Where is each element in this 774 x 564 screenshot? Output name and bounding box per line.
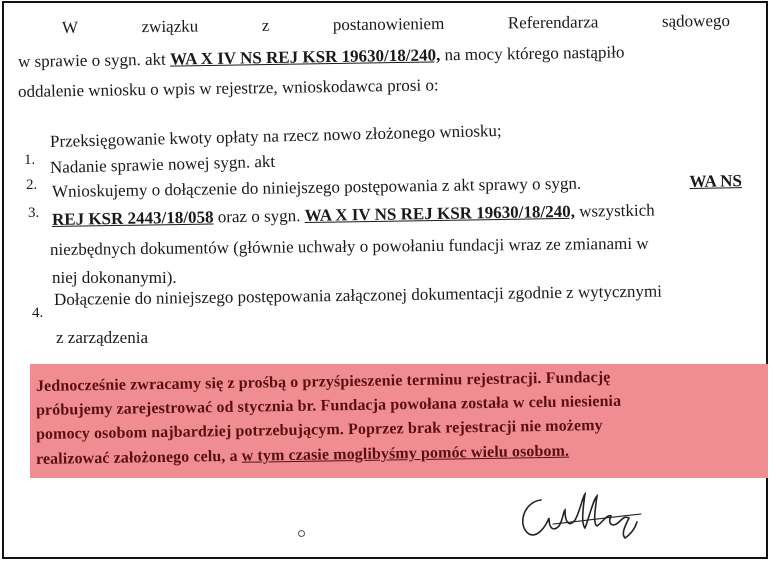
paper-mark: [298, 530, 305, 537]
intro-text: w sprawie o sygn. akt: [17, 49, 171, 71]
case-signature: REJ KSR 2443/18/058: [51, 207, 214, 229]
intro-text: oddalenie wniosku o wpis w rejestrze, wnioskodawca prosi o:: [17, 75, 439, 101]
intro-word: sądowego: [661, 11, 731, 31]
case-signature: WA X IV NS REJ KSR 19630/18/240,: [304, 201, 576, 226]
list-item-text: Wnioskujemy o dołączenie do niniejszego postępowania z akt sprawy o sygn.: [51, 173, 582, 201]
list-item-text: Dołączenie do niniejszego postępowania załączonej dokumentacji zgodnie z wytycznymi: [53, 281, 663, 309]
list-item-text: wszystkich: [574, 200, 655, 221]
list-number: 1.: [24, 152, 36, 168]
list-item-text: niezbędnych dokumentów (głównie uchwały o powołaniu fundacji wraz ze zmianami w: [49, 233, 649, 259]
intro-word: postanowieniem: [332, 13, 445, 35]
case-signature: WA NS: [689, 171, 743, 191]
intro-word: W: [61, 17, 79, 37]
list-item-3-line-4: [52, 268, 177, 288]
list-item-text: Przeksięgowanie kwoty opłaty na rzecz nowo złożonego wniosku;: [49, 120, 502, 151]
notice-line: pomocy osobom najbardziej potrzebującym. Poprzez brak rejestracji nie możemy: [35, 417, 603, 443]
intro-text: na mocy którego nastąpiło: [440, 42, 625, 65]
list-number: 3.: [28, 205, 40, 221]
handwritten-signature: [513, 488, 653, 544]
list-number: 4.: [32, 305, 44, 321]
list-number: 2.: [26, 177, 38, 193]
list-item-text: oraz o sygn.: [213, 206, 305, 227]
intro-word: związku: [141, 16, 199, 37]
notice-line: [36, 443, 569, 469]
list-item-4-line-2: [56, 328, 148, 348]
notice-line: Jednocześnie zwracamy się z prośbą o przyśpieszenie terminu rejestracji. Fundację: [35, 368, 611, 395]
list-item-text: z zarządzenia: [56, 328, 148, 347]
notice-line: próbujemy zarejestrować od stycznia br. Fundacja powołana została w celu niesienia: [35, 392, 622, 419]
intro-word: z: [261, 15, 270, 35]
intro-word: Referendarza: [507, 12, 599, 33]
notice-text: realizować założonego celu, a: [35, 447, 242, 468]
list-item-text: niej dokonanymi).: [52, 268, 177, 287]
case-signature: WA X IV NS REJ KSR 19630/18/240,: [169, 45, 441, 69]
notice-emphasis: w tym czasie moglibyśmy pomóc wielu osobom.: [241, 442, 570, 465]
highlighted-notice: [30, 364, 768, 478]
list-item-text: Nadanie sprawie nowej sygn. akt: [49, 151, 276, 177]
